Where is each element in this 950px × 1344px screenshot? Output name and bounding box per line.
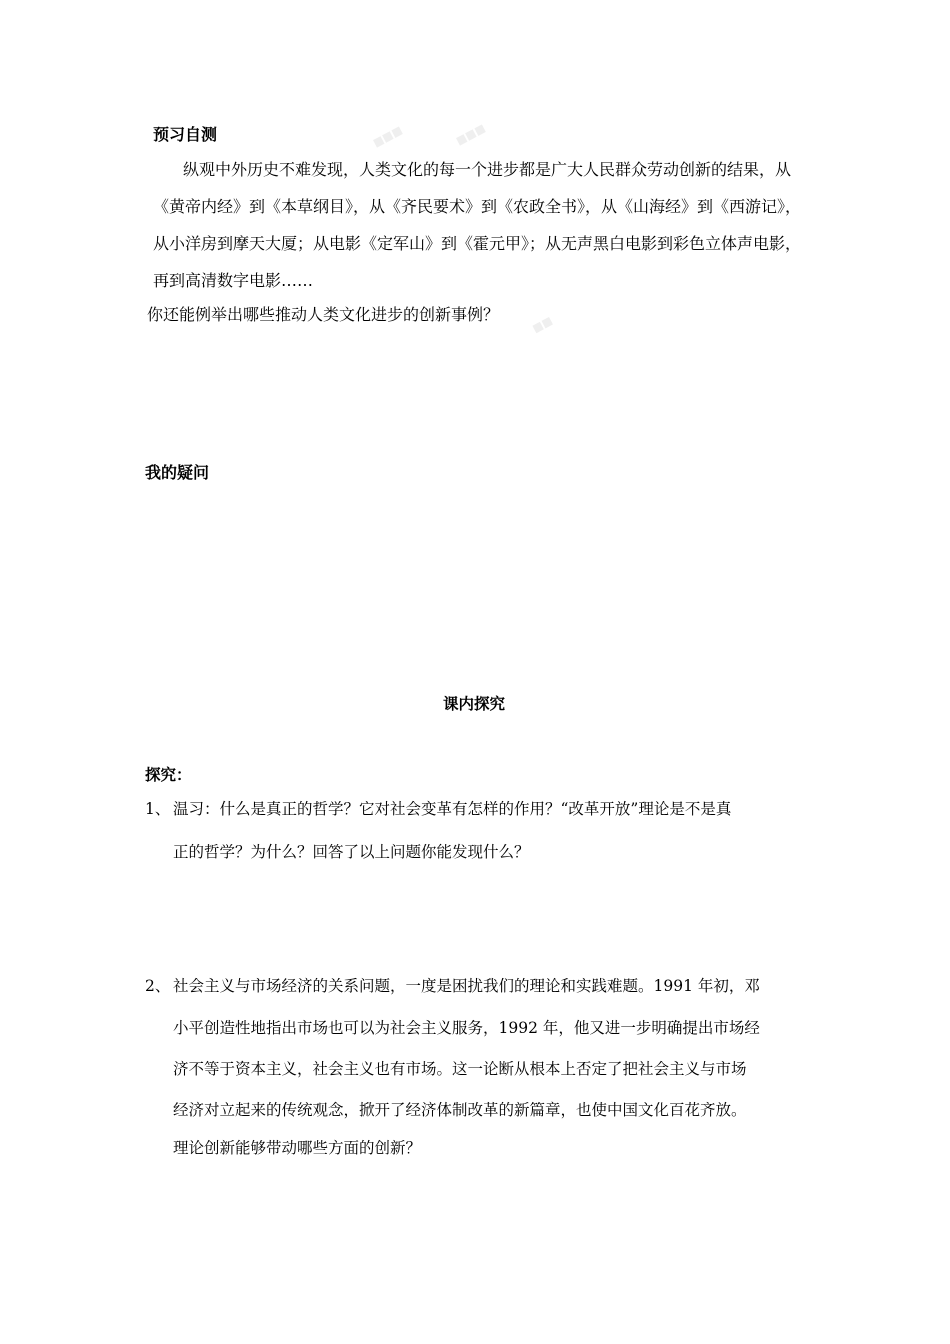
preview-paragraph-line: 从小洋房到摩天大厦；从电影《定军山》到《霍元甲》；从无声黑白电影到彩色立体声电影， xyxy=(153,234,802,253)
preview-question: 你还能例举出哪些推动人类文化进步的创新事例？ xyxy=(147,305,500,324)
explore-item-line: 正的哲学？为什么？回答了以上问题你能发现什么？ xyxy=(173,843,530,861)
explore-item-line: 温习：什么是真正的哲学？它对社会变革有怎样的作用？“改革开放”理论是不是真 xyxy=(173,800,732,818)
preview-paragraph-line: 《黄帝内经》到《本草纲目》，从《齐民要术》到《农政全书》，从《山海经》到《西游记》， xyxy=(153,197,802,216)
explore-item-number: 2、 xyxy=(145,977,171,995)
explore-item-line: 理论创新能够带动哪些方面的创新？ xyxy=(173,1139,422,1157)
explore-item-line: 小平创造性地指出市场也可以为社会主义服务，1992 年，他又进一步明确提出市场经 xyxy=(173,1019,760,1037)
in-class-title: 课内探究 xyxy=(443,694,506,713)
preview-paragraph-line: 纵观中外历史不难发现，人类文化的每一个进步都是广大人民群众劳动创新的结果，从 xyxy=(183,160,792,179)
watermark-mark: ■■ xyxy=(530,313,555,336)
watermark-mark: ■■■ xyxy=(370,123,405,150)
explore-label: 探究： xyxy=(145,765,192,784)
watermark-mark: ■■■ xyxy=(453,121,488,148)
explore-item-line: 经济对立起来的传统观念，掀开了经济体制改革的新篇章，也使中国文化百花齐放。 xyxy=(173,1101,747,1119)
preview-paragraph-line: 再到高清数字电影…… xyxy=(153,271,314,290)
explore-item-number: 1、 xyxy=(145,800,171,818)
preview-heading: 预习自测 xyxy=(153,125,218,144)
explore-item-line: 济不等于资本主义，社会主义也有市场。这一论断从根本上否定了把社会主义与市场 xyxy=(173,1060,747,1078)
explore-item-line: 社会主义与市场经济的关系问题，一度是困扰我们的理论和实践难题。1991 年初，邓 xyxy=(173,977,760,995)
my-questions-heading: 我的疑问 xyxy=(145,463,210,482)
